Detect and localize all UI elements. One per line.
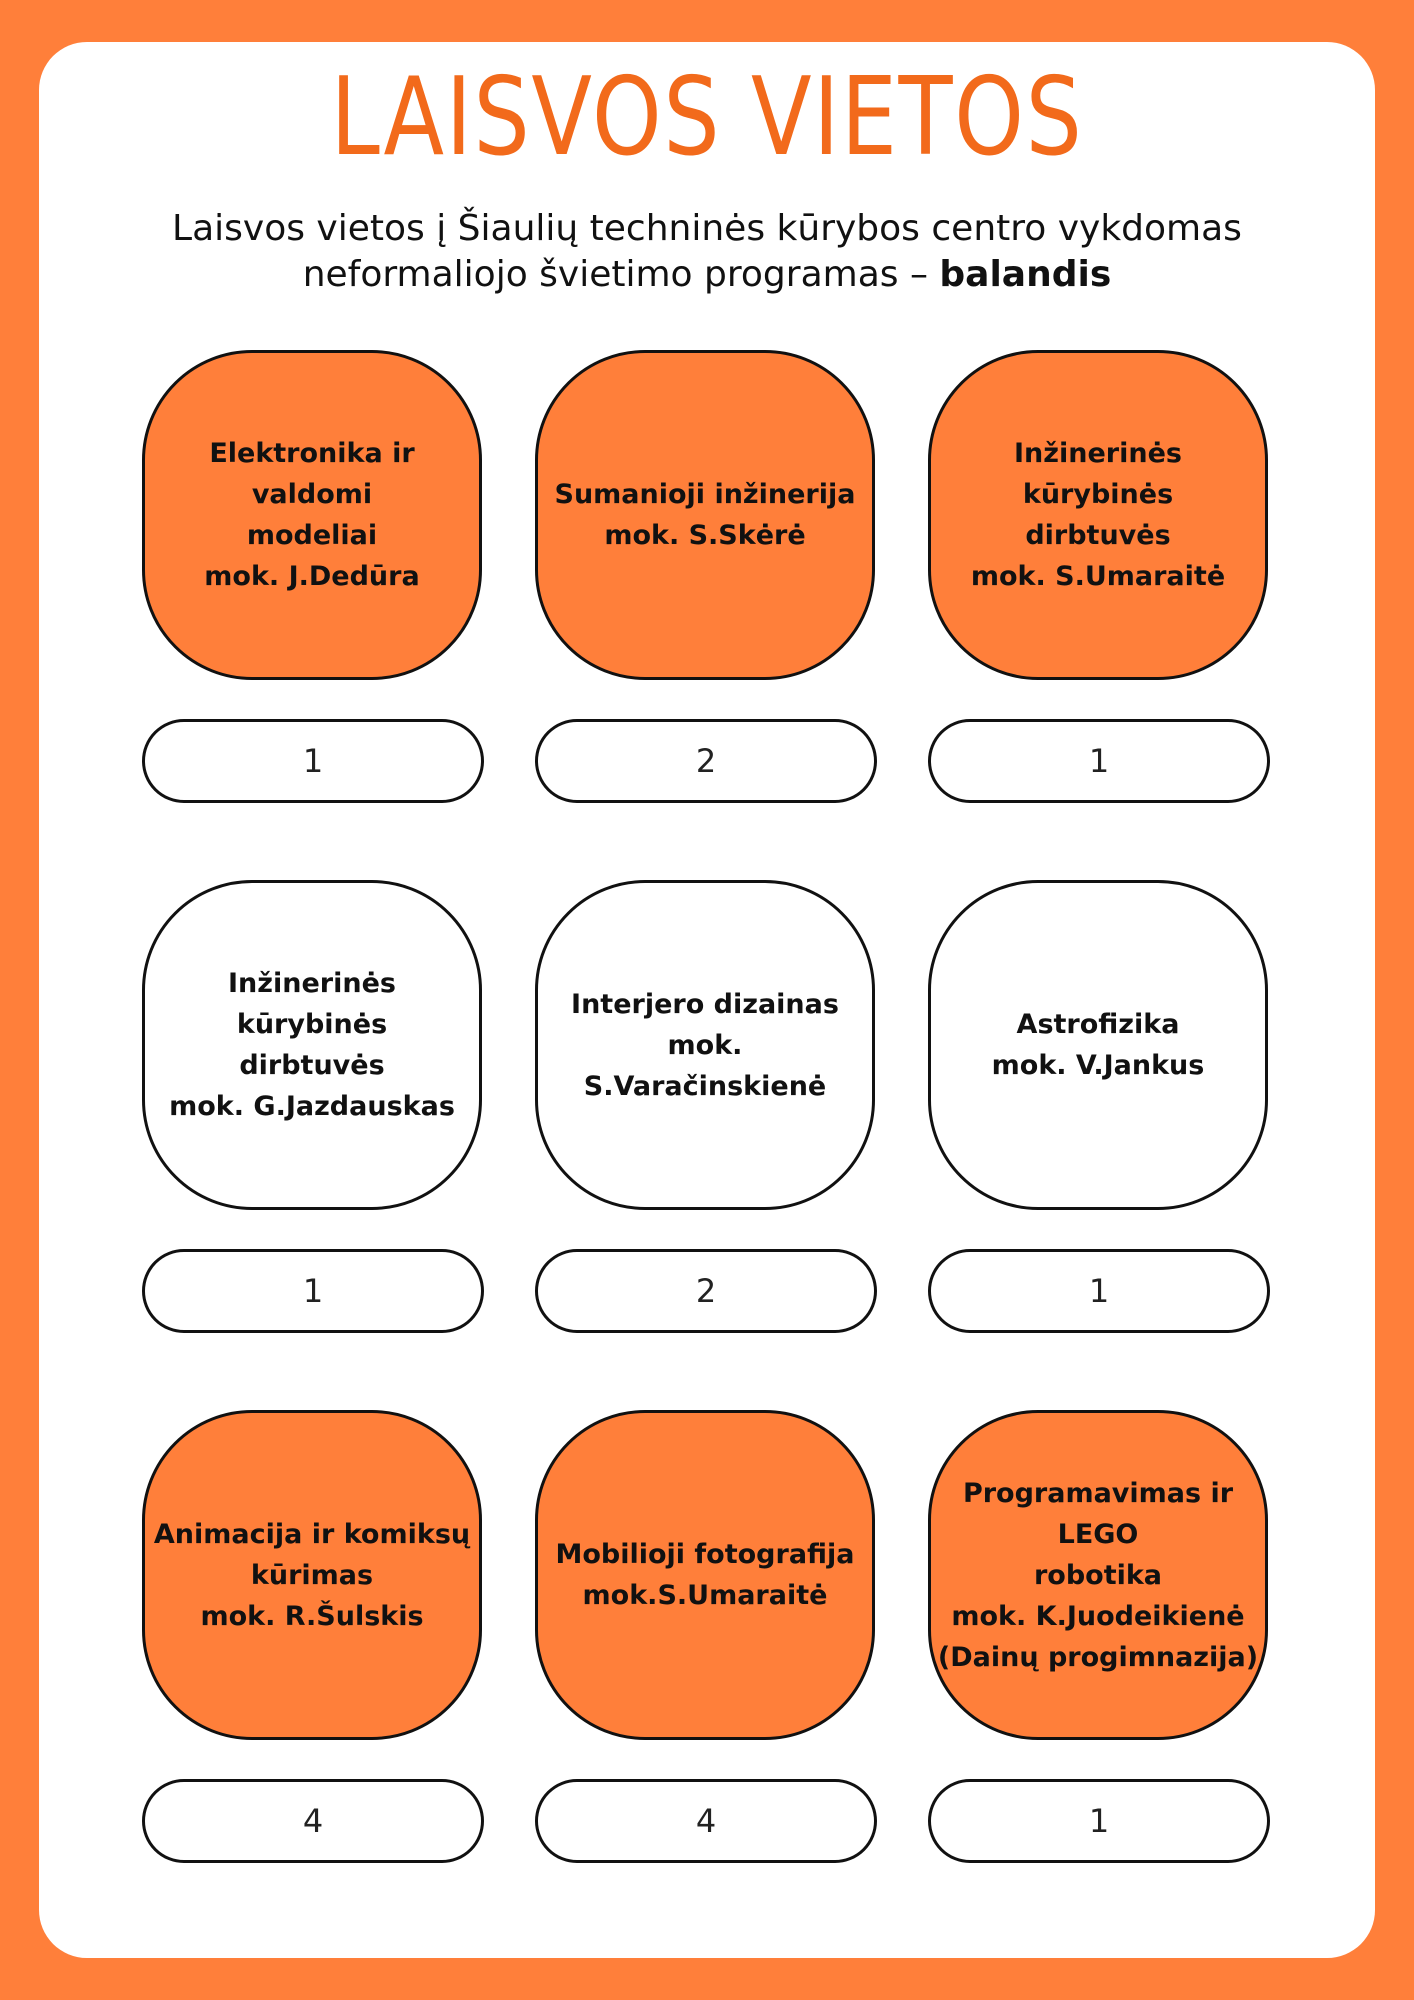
program-name: Inžinerinės kūrybinės dirbtuvės mok. S.Umaraitė [970,438,1226,592]
free-places-count: 4 [142,1779,484,1863]
free-places-count: 1 [928,1779,1270,1863]
free-places-count: 4 [535,1779,877,1863]
page-title: LAISVOS VIETOS [330,55,1084,180]
program-card-animation-comics [142,1410,482,1740]
program-card-engineering-workshop-jazdauskas [142,880,482,1210]
program-name: Programavimas ir LEGO robotika mok. K.Juodeikienė (Dainų progimnazija) [937,1477,1259,1673]
program-name: Inžinerinės kūrybinės dirbtuvės mok. G.Jazdauskas [169,968,455,1122]
program-name: Sumanioji inžinerija mok. S.Skėrė [554,479,856,551]
free-places-count: 1 [142,719,484,803]
program-card-lego-robotics [928,1410,1268,1740]
program-card-electronics [142,350,482,680]
program-name: Astrofizika mok. V.Jankus [991,1009,1205,1081]
free-places-count: 2 [535,1249,877,1333]
page-subtitle [140,206,1274,298]
program-card-mobile-photography [535,1410,875,1740]
free-places-count: 1 [928,1249,1270,1333]
free-places-count: 1 [928,719,1270,803]
program-name: Interjero dizainas mok. S.Varačinskienė [571,988,839,1102]
program-name: Animacija ir komiksų kūrimas mok. R.Šulskis [153,1518,471,1632]
program-name: Mobilioji fotografija mok.S.Umaraitė [555,1539,855,1611]
program-card-astrophysics [928,880,1268,1210]
subtitle-line-2: neformaliojo švietimo programas – [302,254,940,295]
program-card-smart-engineering [535,350,875,680]
program-card-engineering-workshop-umaraite [928,350,1268,680]
subtitle-month: balandis [939,254,1112,295]
subtitle-line-1: Laisvos vietos į Šiaulių techninės kūrybos centro vykdomas [172,208,1242,249]
program-name: Elektronika ir valdomi modeliai mok. J.Dedūra [204,438,420,592]
free-places-count: 1 [142,1249,484,1333]
program-card-interior-design [535,880,875,1210]
free-places-count: 2 [535,719,877,803]
